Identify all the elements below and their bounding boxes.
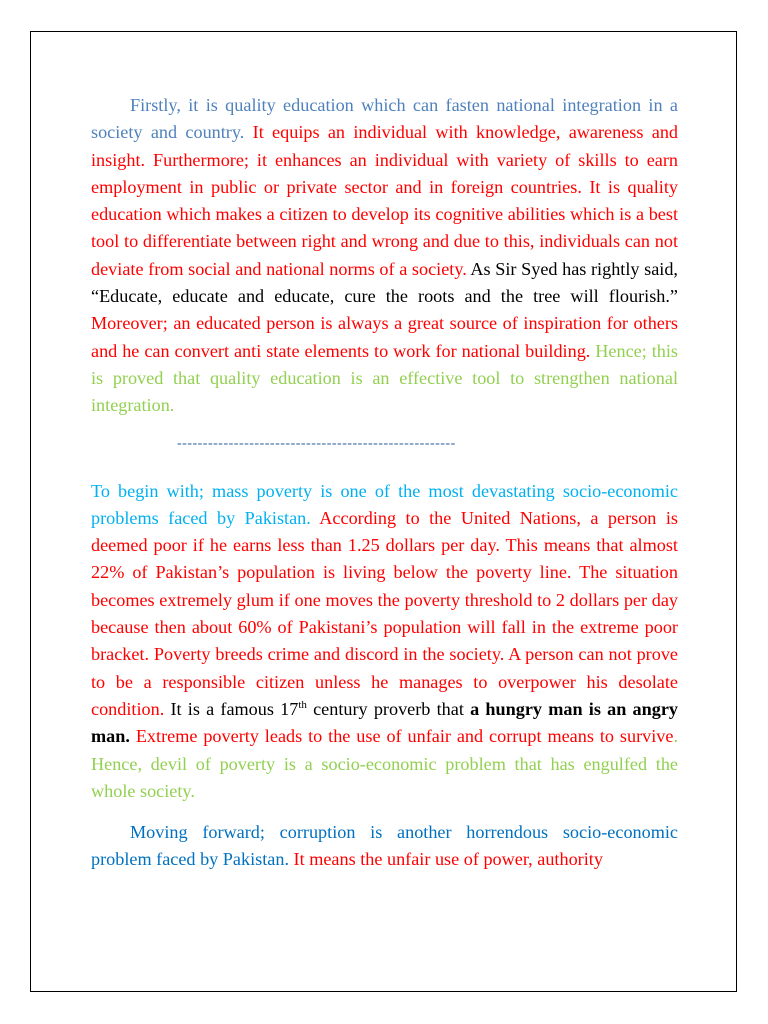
paragraph-corruption <box>91 819 678 874</box>
page-content <box>91 92 678 874</box>
paragraph-poverty <box>91 478 678 806</box>
concluding-sentence: Hence; this is proved that quality education is an effective tool to strengthen national integration. <box>91 340 679 416</box>
topic-sentence: To begin with; mass poverty is one of the most devastating socio-economic problems faced by Pakistan. <box>91 480 678 528</box>
ordinal-suffix: th <box>298 698 307 711</box>
document-page <box>30 31 737 992</box>
supporting-text: According to the United Nations, a person is deemed poor if he earns less than 1.25 dollars per day. This means that almost 22% of Pakistan’s population is living below the poverty line. The situation becomes extremely glum if one moves the poverty threshold to 2 dollars per day because then about 60% of Pakistani’s population will fall in the extreme poor bracket. Poverty breeds crime and discord in the society. A person can not prove to be a responsible citizen unless he manages to overpower his desolate condition. <box>91 507 678 719</box>
topic-sentence: Moving forward; corruption is another horrendous socio-economic problem faced by Pakistan. <box>91 822 678 870</box>
supporting-text: It equips an individual with knowledge, awareness and insight. Furthermore; it enhances an individual with variety of skills to earn employment in public or private sector and in foreign countries. It is quality education which makes a citizen to develop its cognitive abilities which is a best tool to differentiate between right and wrong and due to this, individuals can not deviate from social and national norms of a society. <box>91 122 679 279</box>
supporting-text-2: Moreover; an educated person is always a great source of inspiration for others and he can convert anti state elements to work for national building. <box>91 313 678 361</box>
separator-line: ------------------------------------------------------ <box>177 435 456 451</box>
proverb-bold: a hungry man is an angry man. <box>91 698 678 747</box>
paragraph-education <box>91 92 678 420</box>
supporting-text: It means the unfair use of power, authority <box>289 849 603 870</box>
supporting-text-2: Extreme poverty leads to the use of unfair and corrupt means to survive <box>129 726 674 747</box>
concluding-sentence: . Hence, devil of poverty is a socio-economic problem that has engulfed the whole society. <box>91 726 678 801</box>
proverb-intro: It is a famous 17 <box>164 698 299 719</box>
quotation: As Sir Syed has rightly said, “Educate, educate and educate, cure the roots and the tree will flourish.” <box>91 258 678 307</box>
proverb-intro-2: century proverb that <box>306 698 471 719</box>
topic-sentence: Firstly, it is quality education which can fasten national integration in a society and country. <box>91 95 678 143</box>
